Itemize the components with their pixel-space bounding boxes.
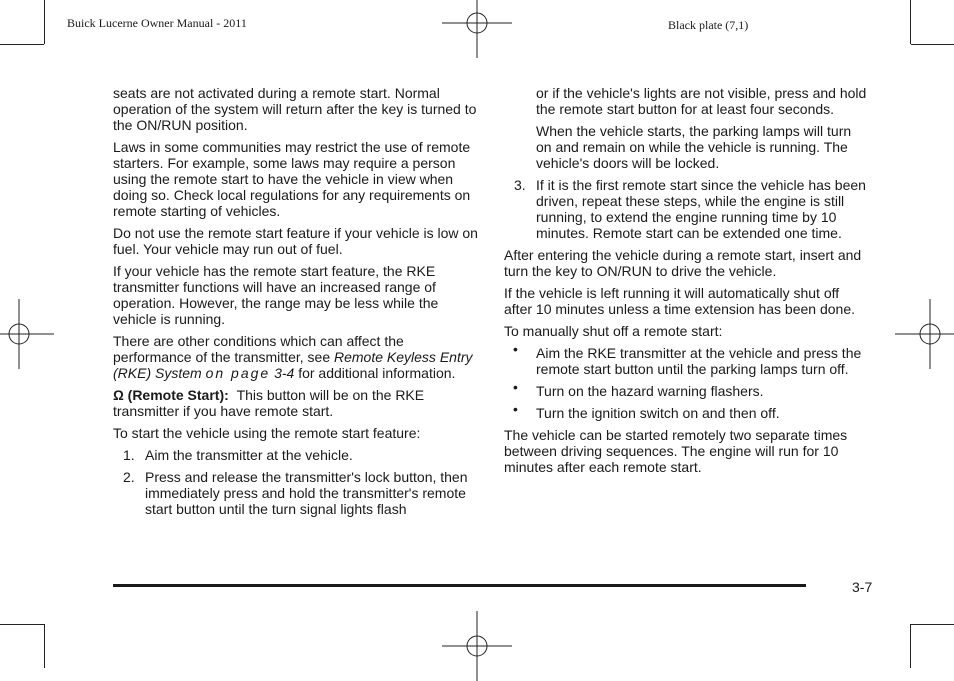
page-number: 3-7 [852,579,873,595]
remote-start-label: (Remote Start): [127,387,229,403]
plate-label: Black plate (7,1) [668,18,749,32]
bullet-icon: • [513,379,518,395]
bullet-item [504,341,870,377]
bullet-item [504,379,870,399]
paragraph: Do not use the remote start feature if your vehicle is low on fuel. Your vehicle may run out of fuel. [113,225,478,257]
crop-mark-bl-h [0,624,44,625]
cross-reference-on-page: on page [205,365,271,381]
bullet-icon: • [513,341,518,357]
crop-mark-br-v [910,624,911,668]
paragraph: To start the vehicle using the remote start feature: [113,425,421,441]
crop-mark-tl-v [44,0,45,44]
text: This button will be on the RKE transmitter if you have remote start. [113,387,425,419]
bullet-item [504,401,870,421]
paragraph [113,333,479,381]
paragraph [113,387,479,419]
registration-mark-left [0,299,54,369]
paragraph: After entering the vehicle during a remote start, insert and turn the key to ON/RUN to drive the vehicle. [504,247,862,279]
bullet-text: Turn the ignition switch on and then off. [536,405,780,421]
registration-mark-bottom [442,611,512,681]
cross-reference-page: 3-4 [274,365,295,381]
paragraph: seats are not activated during a remote start. Normal operation of the system will return after the key is turned to the ON/RUN position. [113,85,477,133]
footer-rule [113,584,806,587]
crop-mark-tl-h [0,44,44,45]
list-text: Aim the transmitter at the vehicle. [145,447,353,463]
list-number: 3. [514,177,526,193]
bullet-text: Turn on the hazard warning flashers. [536,383,764,399]
right-column [504,85,870,481]
paragraph: If your vehicle has the remote start feature, the RKE transmitter functions will have an increased range of operation. However, the range may be less while the vehicle is running. [113,263,439,327]
list-text: If it is the first remote start since the vehicle has been driven, repeat these steps, while the engine is still running, to extend the engine running time by 10 minutes. Remote start can be extended one time. [536,177,866,241]
manual-title: Buick Lucerne Owner Manual - 2011 [67,16,247,30]
left-column [113,85,479,523]
text: for additional information. [294,365,456,381]
crop-mark-tr-v [910,0,911,44]
paragraph: When the vehicle starts, the parking lamps will turn on and remain on while the vehicle is running. The vehicle's doors will be locked. [536,123,852,171]
registration-mark-right [895,299,954,369]
paragraph: or if the vehicle's lights are not visible, press and hold the remote start button for at least four seconds. [536,85,867,117]
crop-mark-bl-v [44,624,45,668]
list-item [504,177,870,241]
remote-start-icon: Ω [113,387,124,403]
list-number: 2. [123,469,135,485]
cross-reference-title: Remote Keyless Entry (RKE) System [113,349,473,381]
list-item [113,447,479,463]
text: There are other conditions which can affect the performance of the transmitter, see [113,333,404,365]
bullet-icon: • [513,401,518,417]
list-text: Press and release the transmitter's lock button, then immediately press and hold the transmitter's remote start button until the turn signal lights flash [145,469,468,517]
paragraph: Laws in some communities may restrict the use of remote starters. For example, some laws may require a person using the remote start to have the vehicle in view when doing so. Check local regulations for any requirements on remote starting of vehicles. [113,139,471,219]
paragraph: If the vehicle is left running it will automatically shut off after 10 minutes unless a time extension has been done. [504,285,855,317]
list-number: 1. [123,447,135,463]
list-item [113,469,479,517]
paragraph: The vehicle can be started remotely two separate times between driving sequences. The engine will run for 10 minutes after each remote start. [504,427,848,475]
crop-mark-tr-h [911,44,954,45]
crop-mark-br-h [911,624,954,625]
registration-mark-top [442,0,512,58]
paragraph: To manually shut off a remote start: [504,323,723,339]
bullet-text: Aim the RKE transmitter at the vehicle and press the remote start button until the parking lamps turn off. [536,345,862,377]
